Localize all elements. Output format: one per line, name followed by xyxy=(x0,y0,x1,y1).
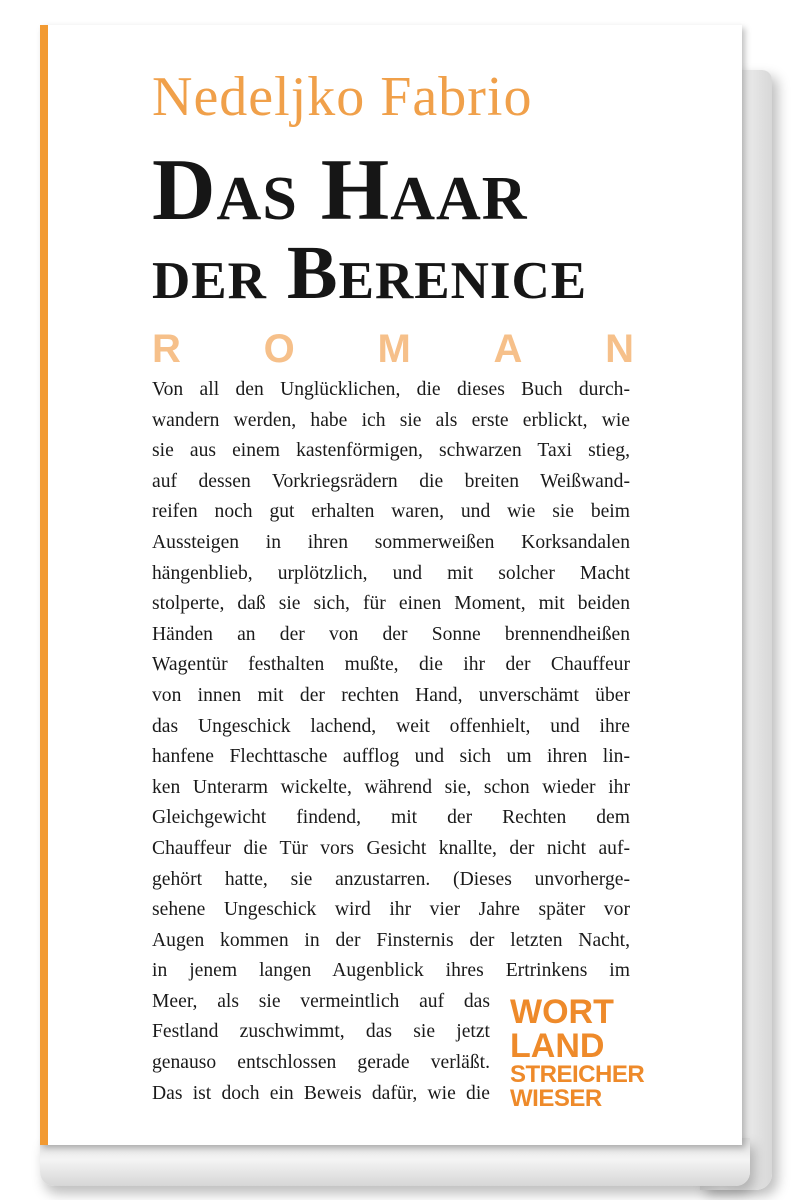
excerpt-line: Gleichgewicht findend, mit der Rechten dem xyxy=(152,807,630,829)
excerpt-line: Meer, als sie vermeintlich auf das xyxy=(152,990,490,1012)
genre-letter: N xyxy=(605,327,634,371)
genre-letter: M xyxy=(377,327,411,371)
excerpt-line: Festland zuschwimmt, das sie jetzt xyxy=(152,1021,490,1043)
title-line-1: Das Haar xyxy=(152,142,528,239)
book-bottom-edge xyxy=(40,1138,750,1186)
excerpt-line: gehört hatte, sie anzustarren. (Dieses unvorherge- xyxy=(152,868,630,890)
genre-letter: O xyxy=(263,327,295,371)
genre-letter: A xyxy=(493,327,523,371)
book-cover xyxy=(40,25,742,1145)
publisher-logo-line: LAND xyxy=(510,1027,605,1065)
genre-letter: R xyxy=(152,327,181,371)
excerpt-line: sie aus einem kastenförmigen, schwarzen Taxi stieg, xyxy=(152,440,630,462)
excerpt-line: Händen an der von der Sonne brennendheißen xyxy=(152,623,630,645)
spine-stripe xyxy=(40,25,48,1145)
excerpt-line: stolperte, daß sie sich, für einen Moment, mit beiden xyxy=(152,593,630,615)
excerpt-line: hanfene Flechttasche aufflog und sich um ihren lin- xyxy=(152,746,630,768)
publisher-logo-line: WIESER xyxy=(510,1085,602,1112)
excerpt-line: Aussteigen in ihren sommerweißen Korksandalen xyxy=(152,531,630,553)
excerpt-line: von innen mit der rechten Hand, unverschämt über xyxy=(152,684,630,706)
excerpt-line: ken Unterarm wickelte, während sie, schon wieder ihr xyxy=(152,776,630,798)
title-line-2: der Berenice xyxy=(152,231,588,315)
author-name: Nedeljko Fabrio xyxy=(152,66,533,128)
excerpt-line: wandern werden, habe ich sie als erste erblickt, wie xyxy=(152,409,630,431)
publisher-logo-line: WORT xyxy=(510,993,614,1031)
excerpt-line: das Ungeschick lachend, weit offenhielt, und ihre xyxy=(152,715,630,737)
genre-label xyxy=(152,327,634,372)
excerpt-line: sehene Ungeschick wird ihr vier Jahre später vor xyxy=(152,899,630,921)
excerpt-line: hängenblieb, urplötzlich, und mit solcher Macht xyxy=(152,562,630,584)
excerpt-line: Das ist doch ein Beweis dafür, wie die xyxy=(152,1082,490,1104)
excerpt-line: in jenem langen Augenblick ihres Ertrinkens im xyxy=(152,960,630,982)
excerpt-line: reifen noch gut erhalten waren, und wie sie beim xyxy=(152,501,630,523)
excerpt-line: Chauffeur die Tür vors Gesicht knallte, der nicht auf- xyxy=(152,837,630,859)
publisher-logo xyxy=(510,993,645,1112)
excerpt-line: Wagentür festhalten mußte, die ihr der Chauffeur xyxy=(152,654,630,676)
excerpt-line: Von all den Unglücklichen, die dieses Buch durch- xyxy=(152,379,630,400)
excerpt-line: Augen kommen in der Finsternis der letzten Nacht, xyxy=(152,929,630,951)
publisher-logo-line: STREICHER xyxy=(510,1061,645,1088)
excerpt-line: auf dessen Vorkriegsrädern die breiten Weißwand- xyxy=(152,470,630,492)
excerpt-line: genauso entschlossen gerade verläßt. xyxy=(152,1052,490,1074)
